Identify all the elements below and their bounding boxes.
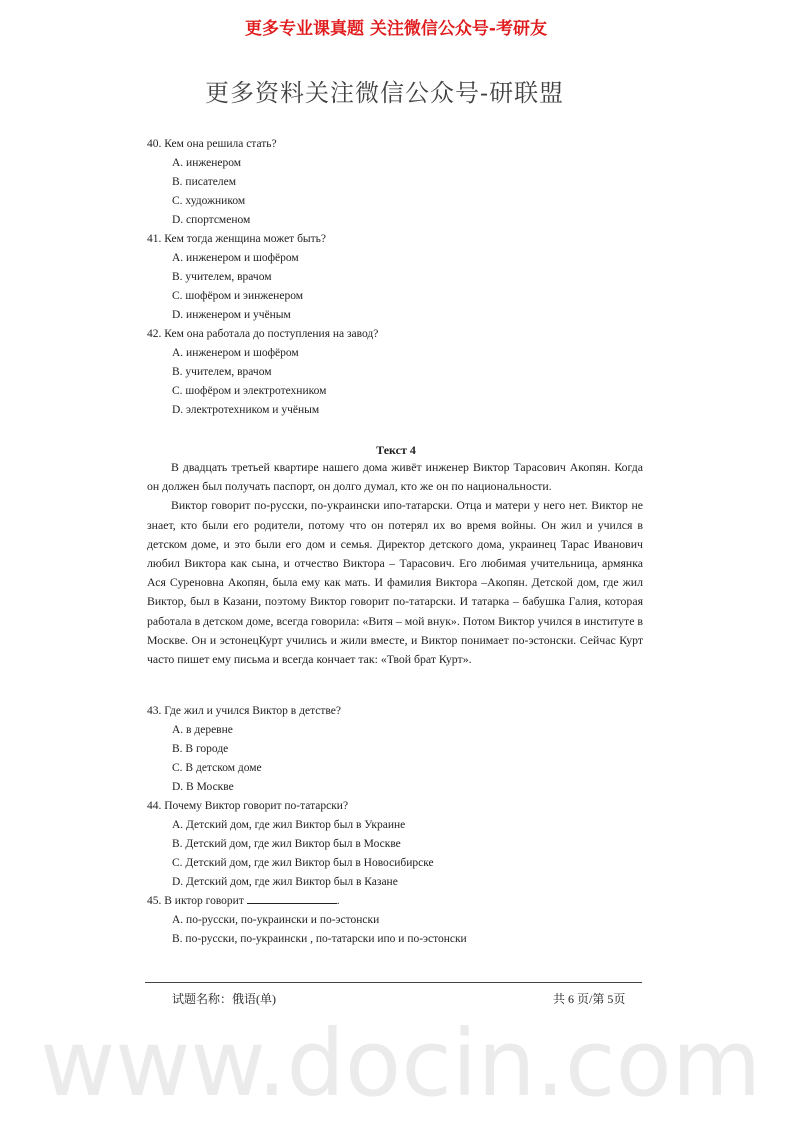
option: A. в деревне (172, 724, 233, 736)
question-40: 40. Кем она решила стать? (147, 138, 277, 150)
option: A. Детский дом, где жил Виктор был в Украине (172, 819, 406, 831)
question-45-text: 45. В иктор говорит (147, 895, 244, 907)
option: D. спортсменом (172, 214, 251, 226)
footer-page-number: 共 6 页/第 5页 (553, 992, 626, 1006)
option: A. инженером (172, 157, 242, 169)
watermark-chinese: 更多资料关注微信公众号-研联盟 (205, 79, 565, 107)
promo-banner: 更多专业课真题 关注微信公众号-考研友 (245, 19, 547, 39)
option: C. Детский дом, где жил Виктор был в Новосибирске (172, 857, 434, 869)
paragraph-2: Виктор говорит по-русски, по-украински ипо-татарски. Отца и матери у него нет. Виктор не знает, кто были его родители, потому что он потерял их во время войны. Он жил и учился в детском доме, и это были его дом и семья. Директор детского дома, украинец Тарас Иванович любил Виктора как сына, и отчество Виктора – Тарасович. Его любимая учительница, армянка Ася Суреновна Акопян, была ему как мать. И фамилия Виктора –Акопян. Детской дом, где жил Виктор, был в Казани, поэтому Виктор говорит по-татарски. И татарка – бабушка Галия, которая работала в детском доме, всегда говорила: «Витя – мой внук». Потом Виктор учился в институте в Москве. Он и эстонецКурт учились и жили вместе, и Виктор понимает по-эстонски. Сейчас Курт часто пишет ему письма и всегда кончает так: «Твой брат Курт». (147, 498, 643, 667)
question-45 (147, 895, 340, 907)
option: C. художником (172, 195, 246, 207)
question-42: 42. Кем она работала до поступления на завод? (147, 328, 379, 340)
question-41: 41. Кем тогда женщина может быть? (147, 233, 327, 245)
option: B. писателем (172, 176, 237, 188)
option: B. Детский дом, где жил Виктор был в Москве (172, 838, 401, 850)
option: A. инженером и шофёром (172, 252, 299, 264)
footer-exam-name: 试题名称：俄语(单) (172, 992, 276, 1006)
option: A. по-русски, по-украински и по-эстонски (172, 914, 380, 926)
option: D. В Москве (172, 781, 234, 793)
option: D. электротехником и учёным (172, 404, 320, 416)
footer-divider (145, 982, 642, 983)
paragraph-1: В двадцать третьей квартире нашего дома живёт инженер Виктор Тарасович Акопян. Когда он должен был получать паспорт, он долго думал, кто же он по национальности. (147, 460, 643, 494)
option: A. инженером и шофёром (172, 347, 299, 359)
option: B. В городе (172, 743, 229, 755)
question-45-end: . (336, 895, 340, 907)
question-43: 43. Где жил и учился Виктор в детстве? (147, 705, 341, 717)
option: B. учителем, врачом (172, 271, 272, 283)
watermark-docin: www.docin.com (40, 1010, 762, 1117)
reading-passage (147, 458, 643, 669)
option: C. шофёром и эинженером (172, 290, 304, 302)
option: C. В детском доме (172, 762, 262, 774)
answer-blank (247, 903, 337, 904)
option: B. учителем, врачом (172, 366, 272, 378)
question-44: 44. Почему Виктор говорит по-татарски? (147, 800, 349, 812)
option: B. по-русски, по-украински , по-татарски ипо и по-эстонски (172, 933, 467, 945)
option: C. шофёром и электротехником (172, 385, 327, 397)
text-title: Текст 4 (376, 443, 416, 457)
option: D. Детский дом, где жил Виктор был в Казане (172, 876, 398, 888)
option: D. инженером и учёным (172, 309, 291, 321)
